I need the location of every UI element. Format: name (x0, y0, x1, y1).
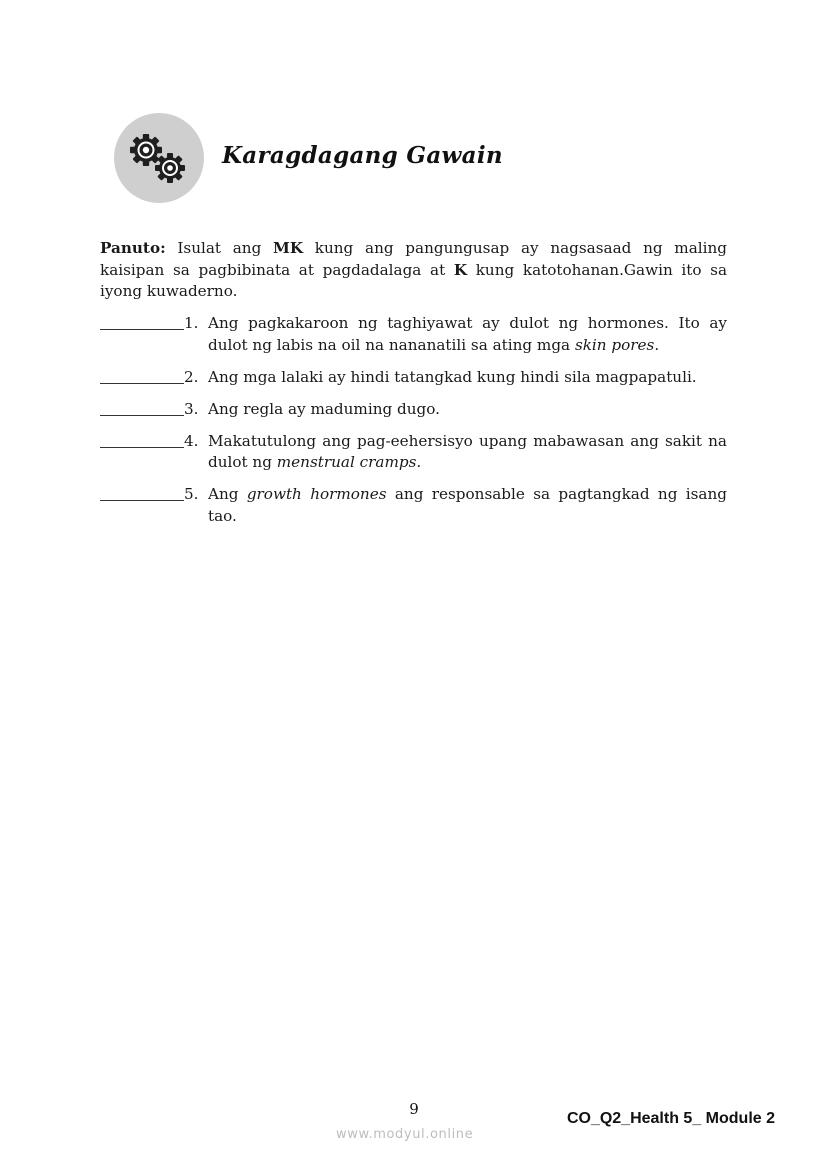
item-text: Makatutulong ang pag-eehersisyo upang mabawasan ang sakit na dulot ng (208, 431, 727, 471)
instructions-text: kung katotohanan.Gawin ito sa iyong kuwaderno. (100, 260, 728, 300)
item-number: 1. (184, 314, 199, 332)
instructions-text: Isulat ang (165, 239, 274, 257)
item-text-italic: menstrual cramps. (276, 453, 422, 471)
list-item (100, 313, 727, 356)
gears-icon (114, 113, 204, 203)
item-number: 4. (184, 431, 199, 450)
answer-blank[interactable] (100, 313, 184, 330)
instructions-label: Panuto: (100, 239, 166, 257)
page-number: 9 (409, 1100, 419, 1118)
answer-blank[interactable] (100, 484, 184, 501)
item-text: . (654, 335, 660, 354)
list-item (100, 399, 727, 421)
instructions-text: kung ang pangungusap ay nagsasaad ng maling kaisipan sa pagbibinata at pagdadalaga at (100, 239, 727, 279)
code-mk: MK (273, 239, 304, 257)
item-text: Ang mga lalaki ay hindi tatangkad kung hindi sila magpapatuli. (208, 367, 697, 386)
code-k: K (453, 260, 468, 279)
item-number: 5. (184, 485, 199, 503)
section-title: Karagdagang Gawain (222, 142, 503, 169)
module-code: CO_Q2_Health 5_ Module 2 (566, 1110, 775, 1127)
item-number: 3. (184, 399, 199, 418)
list-item (100, 484, 727, 527)
answer-blank[interactable] (100, 431, 184, 448)
item-text: Ang pagkakaroon ng taghiyawat ay dulot ng hormones. Ito ay dulot ng labis na oil na nananatili sa ating mga (208, 314, 727, 354)
item-text-italic: skin pores (574, 335, 655, 354)
list-item (100, 431, 727, 474)
answer-blank[interactable] (100, 367, 184, 384)
item-text: Ang regla ay maduming dugo. (208, 399, 440, 418)
item-text: ang responsable sa pagtangkad ng isang tao. (208, 485, 727, 525)
answer-blank[interactable] (100, 399, 184, 416)
list-item (100, 367, 727, 389)
item-text-italic: growth hormones (246, 485, 387, 503)
item-list (100, 313, 727, 538)
watermark: www.modyul.online (336, 1127, 474, 1142)
item-text: Ang (208, 485, 247, 503)
instructions (100, 238, 727, 303)
item-number: 2. (184, 367, 199, 386)
